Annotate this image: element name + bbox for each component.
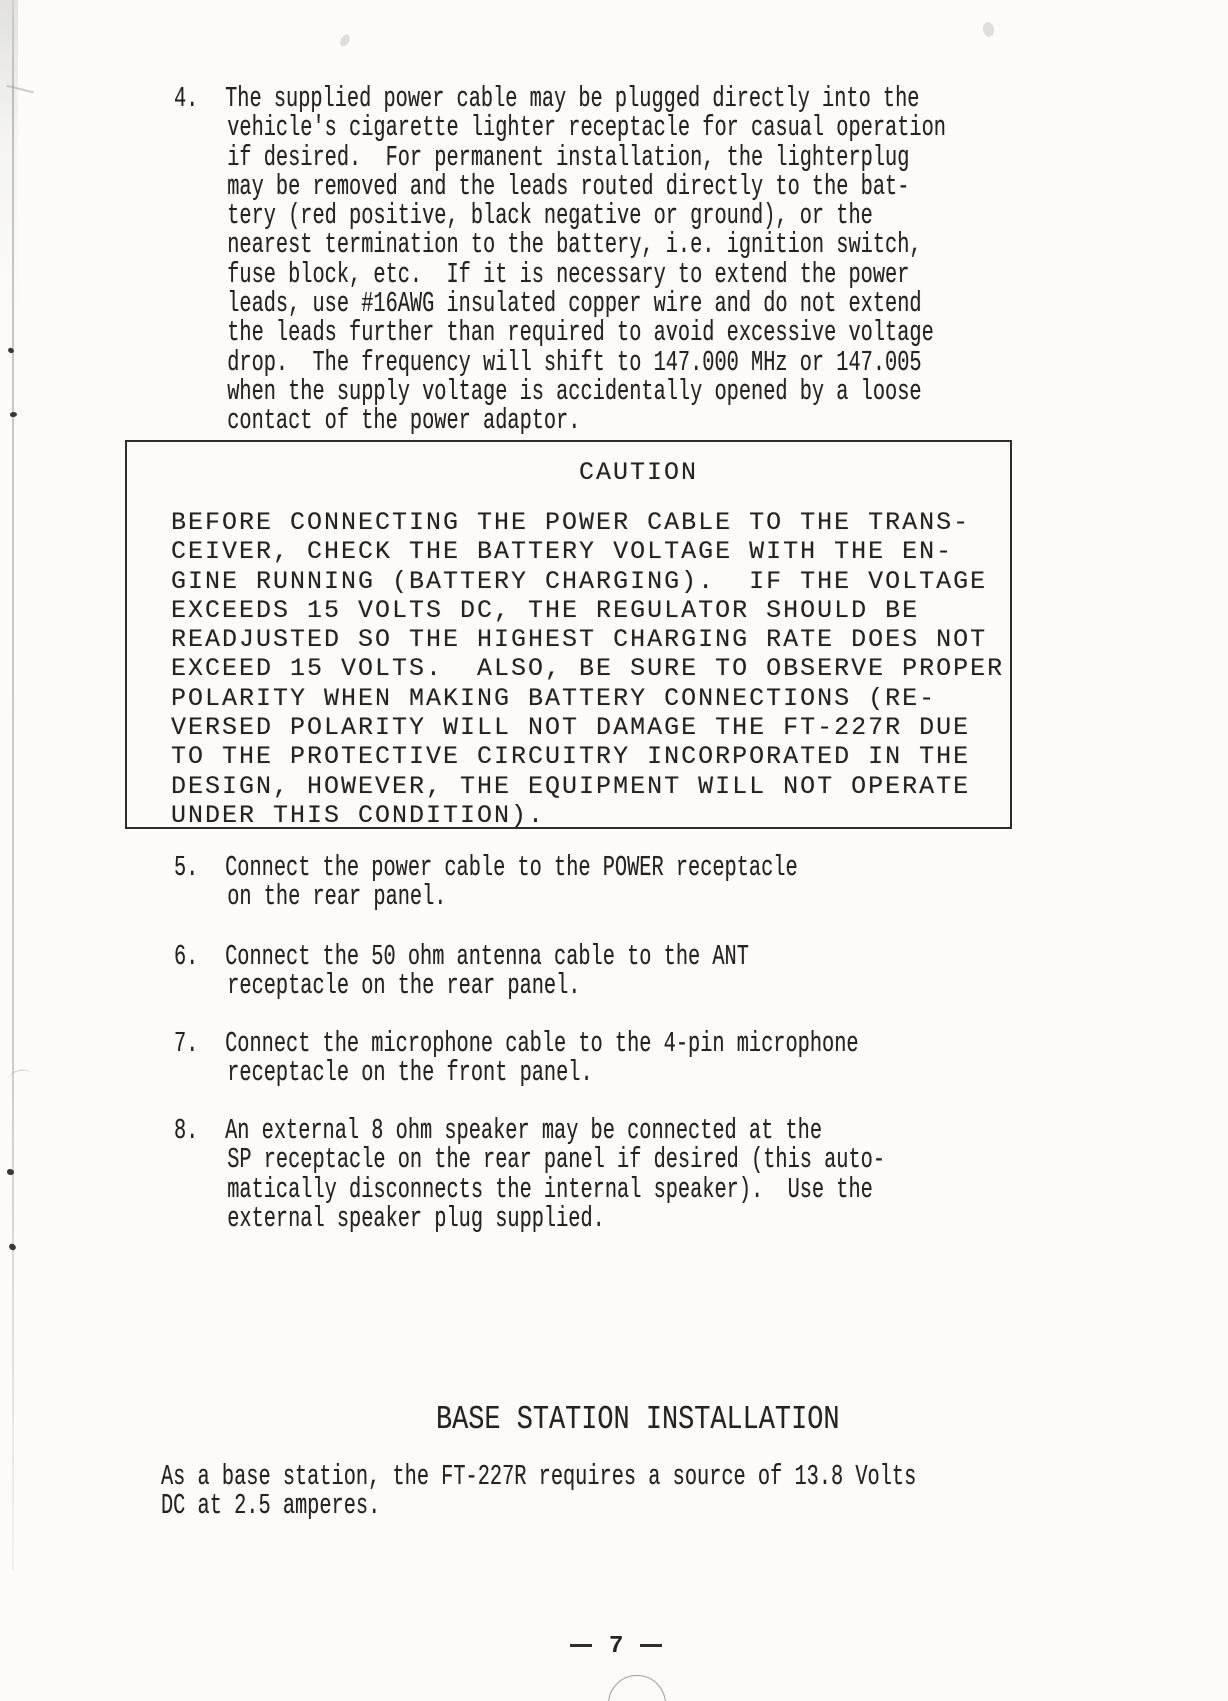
scan-smudge xyxy=(982,21,995,38)
list-item-4 xyxy=(174,84,946,436)
item-number: 4. xyxy=(174,82,199,115)
list-item-8 xyxy=(174,1116,885,1233)
base-station-paragraph: As a base station, the FT-227R requires a source of 13.8 Volts DC at 2.5 amperes. xyxy=(161,1460,917,1523)
caution-body: BEFORE CONNECTING THE POWER CABLE TO THE TRANS- CEIVER, CHECK THE BATTERY VOLTAGE WITH THE EN- GINE RUNNING (BATTERY CHARGING). IF THE VOLTAGE EXCEEDS 15 VOLTS DC, THE REGULATOR SHOULD BE READJUSTED SO THE HIGHEST CHARGING RATE DOES NOT EXCEED 15 VOLTS. ALSO, BE SURE TO OBSERVE PROPER POLARITY WHEN MAKING BATTERY CONNECTIONS (RE- VERSED POLARITY WILL NOT DAMAGE THE FT-227R DUE TO THE PROTECTIVE CIRCUITRY INCORPORATED IN THE DESIGN, HOWEVER, THE EQUIPMENT WILL NOT OPERATE UNDER THIS CONDITION). xyxy=(171,508,1005,830)
list-item-6 xyxy=(174,942,749,1001)
item-number: 6. xyxy=(174,940,199,973)
caution-title: CAUTION xyxy=(578,458,699,487)
page-number xyxy=(570,1634,662,1658)
caution-box xyxy=(125,440,1012,829)
list-item-5 xyxy=(174,853,798,912)
scan-speck xyxy=(10,411,18,417)
item-text: Connect the 50 ohm antenna cable to the ANT receptacle on the rear panel. xyxy=(225,940,749,1003)
item-text: An external 8 ohm speaker may be connected at the SP receptacle on the rear panel if desired (this auto- matically disconnects the internal speaker). Use the external speaker plug supplied. xyxy=(225,1114,886,1235)
item-number: 7. xyxy=(174,1027,199,1060)
item-text: Connect the microphone cable to the 4-pin microphone receptacle on the front panel. xyxy=(225,1027,859,1090)
item-number: 8. xyxy=(174,1114,199,1147)
scan-curl-mark xyxy=(7,1067,33,1085)
item-text: Connect the power cable to the POWER receptacle on the rear panel. xyxy=(225,851,798,914)
scan-edge-line xyxy=(12,0,14,1570)
list-item-7 xyxy=(174,1029,859,1088)
section-heading: BASE STATION INSTALLATION xyxy=(436,1401,840,1438)
item-text: The supplied power cable may be plugged directly into the vehicle's cigarette lighter receptacle for casual operation if desired. For permanent installation, the lighterplug may be removed and the leads routed directly to the bat- tery (red positive, black negative or ground), or the nearest termination to the battery, i.e. ignition switch, fuse block, etc. If it is necessary to extend the power leads, use #16AWG insulated copper wire and do not extend the leads further than required to avoid excessive voltage drop. The frequency will shift to 147.000 MHz or 147.005 when the supply voltage is accidentally opened by a loose contact of the power adaptor. xyxy=(225,82,946,438)
scan-smudge xyxy=(338,33,351,48)
page-number-value: 7 xyxy=(609,1632,624,1660)
page-number-dash-right xyxy=(640,1644,662,1647)
page-number-dash-left xyxy=(570,1644,592,1647)
scan-speck xyxy=(7,1169,14,1175)
scan-edge-shadow xyxy=(0,0,18,320)
scan-arc-artifact xyxy=(608,1675,666,1701)
item-number: 5. xyxy=(174,851,199,884)
scan-speck xyxy=(7,347,14,354)
scan-speck xyxy=(8,1243,17,1251)
